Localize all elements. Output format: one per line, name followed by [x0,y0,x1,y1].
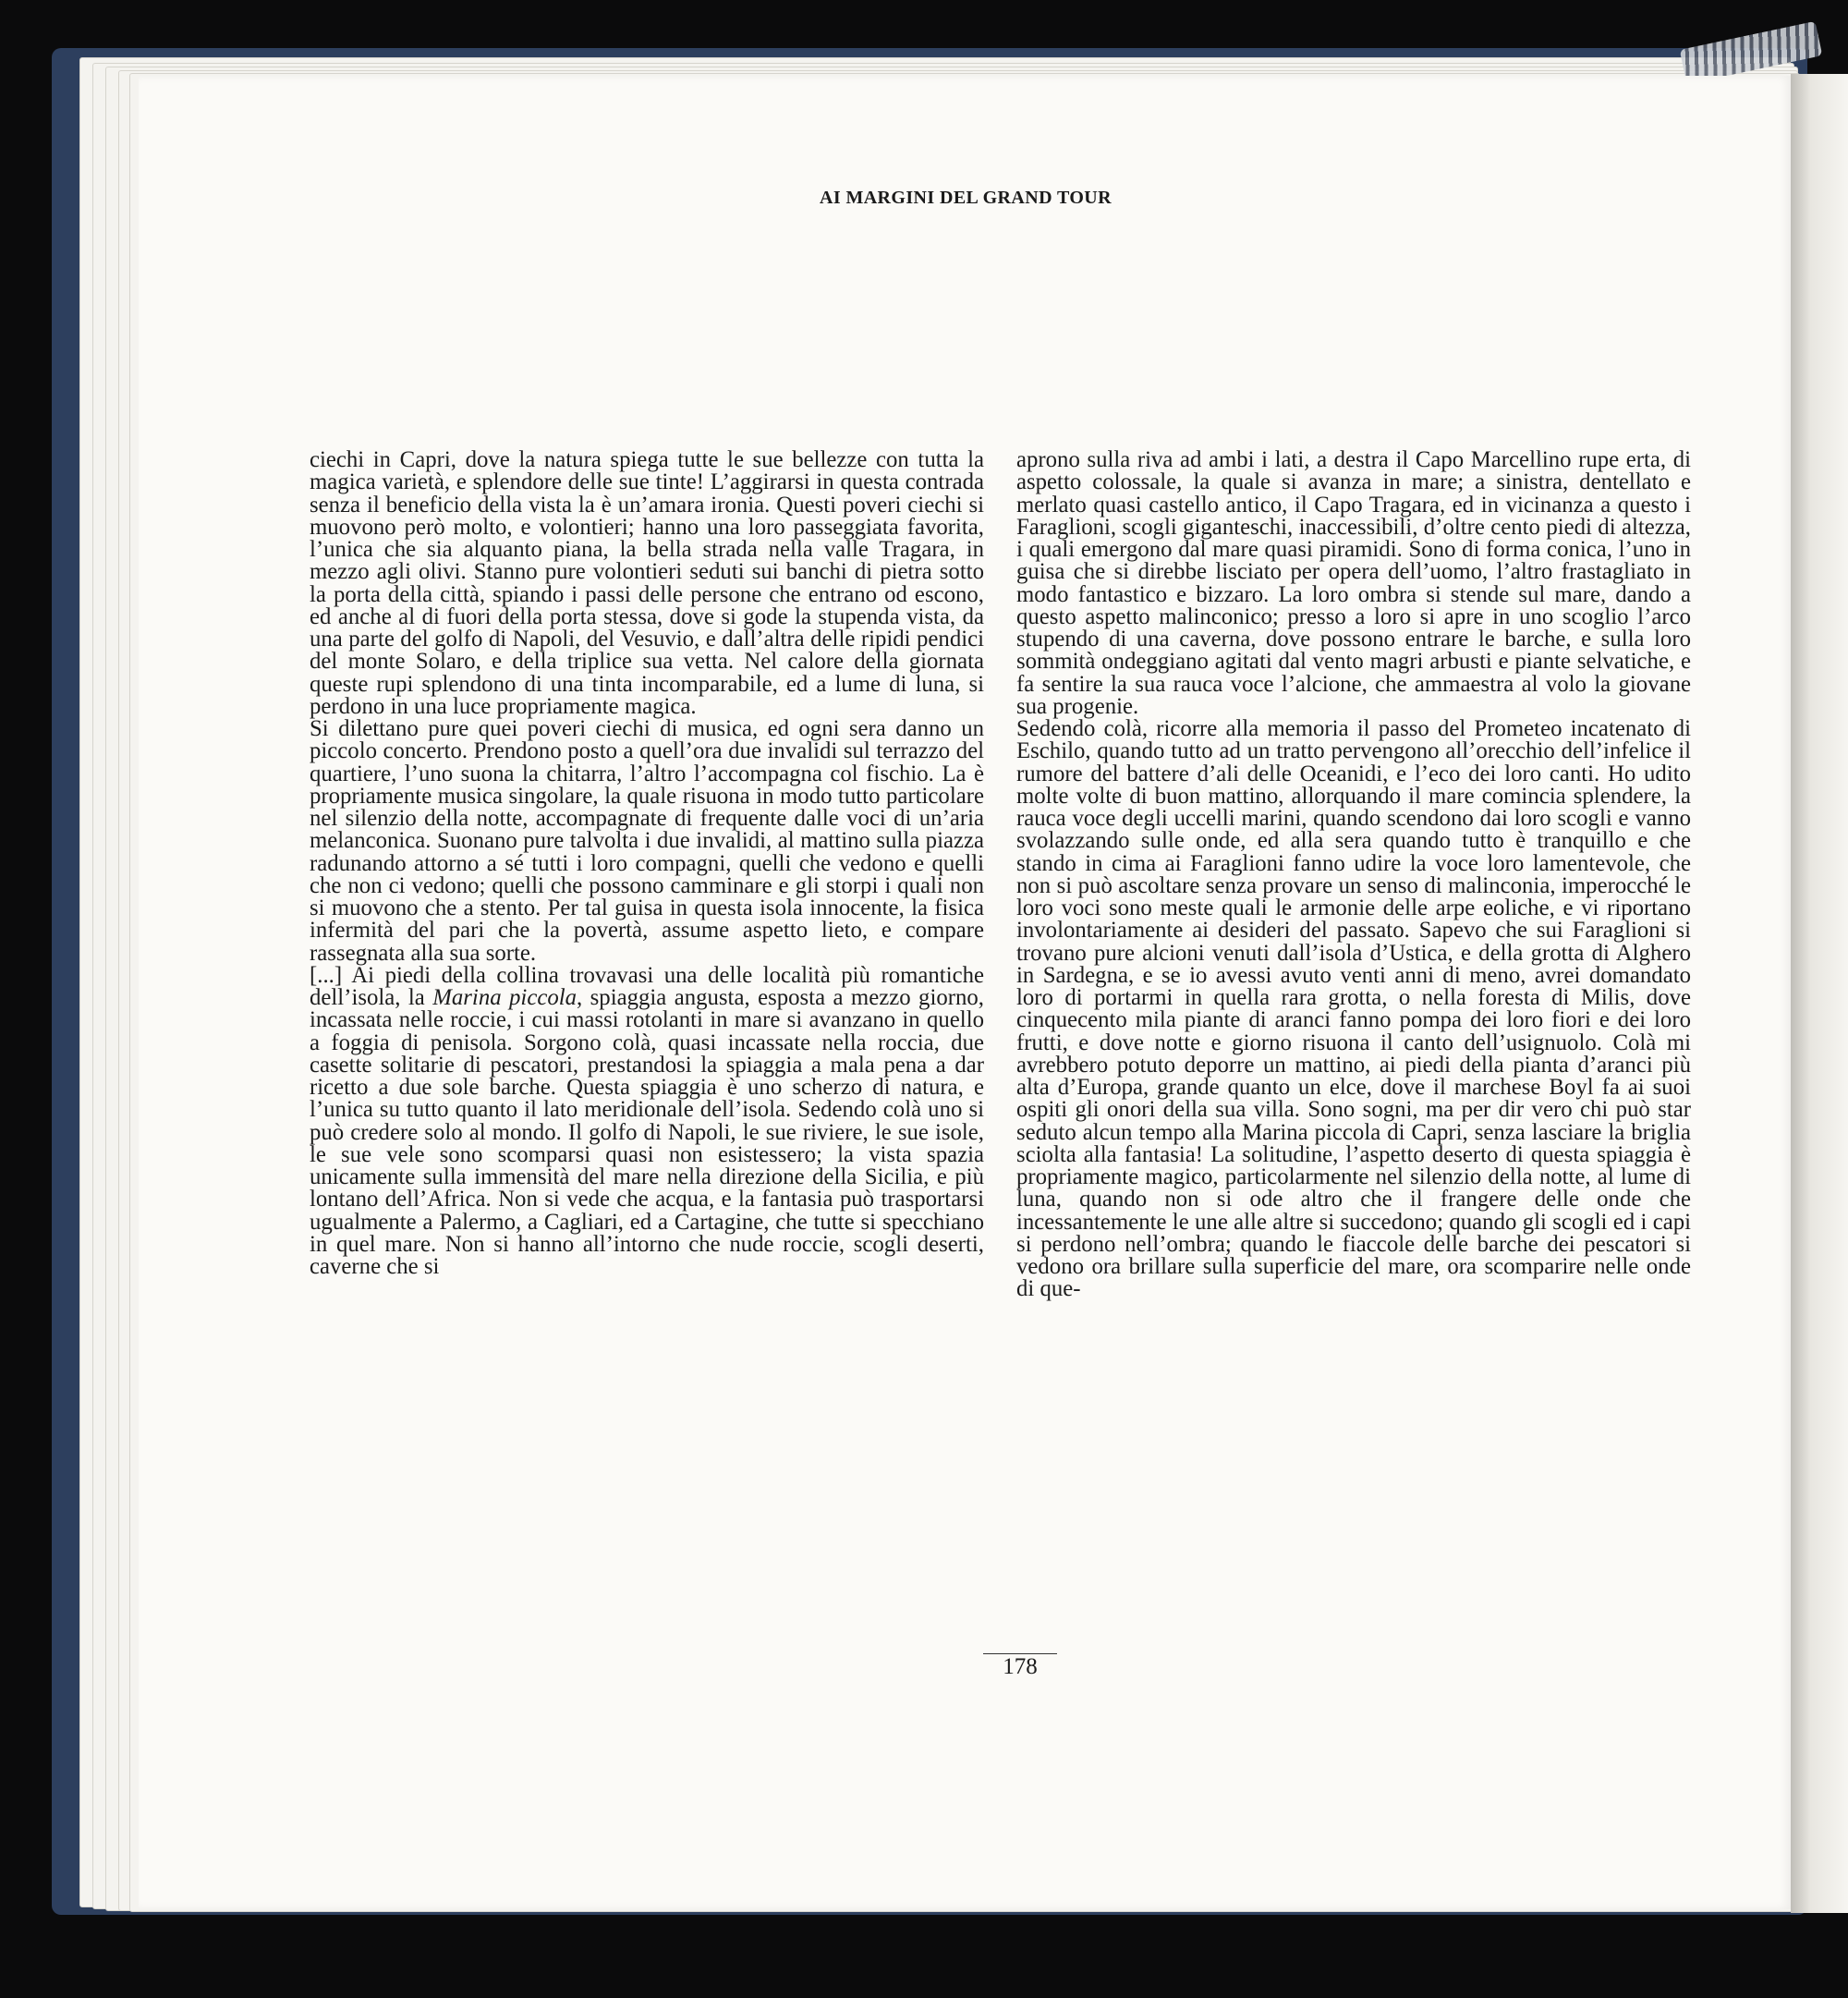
paragraph: ciechi in Capri, dove la natura spiega tutte le sue bellezze con tutta la magica varietà, e splendore delle sue tinte! L’aggirarsi in questa contrada senza il beneficio della vista la è un’amara ironia. Questi poveri ciechi si muovono però molto, e volontieri; hanno una loro passeggiata favorita, l’unica che sia alquanto piana, la bella strada nella valle Tragara, in mezzo agli olivi. Stanno pure volontieri seduti sui banchi di pietra sotto la porta della città, spiando i passi delle persone che entrano od escono, ed anche al di fuori della porta stessa, dove si gode la stupenda vista, da una parte del golfo di Napoli, del Vesuvio, e dall’altra delle ripidi pendici del monte Solaro, e della triplice sua vetta. Nel calore della giornata queste rupi splendono di una tinta incomparabile, ed a lume di luna, si perdono in una luce propriamente magica. [310,447,984,719]
text-column-right [1016,449,1691,1301]
running-head: AI MARGINI DEL GRAND TOUR [820,188,1112,208]
page-number: 178 [983,1653,1057,1680]
paragraph: Si dilettano pure quei poveri ciechi di musica, ed ogni sera danno un piccolo concerto. Prendono posto a quell’ora due invalidi sul terrazzo del quartiere, l’uno suona la chitarra, l’altro l’accompagna col fischio. La è propriamente musica singolare, la quale risuona in modo tutto particolare nel silenzio della notte, accompagnate di frequente dalle voci di un’aria melanconica. Suonano pure talvolta i due invalidi, al mattino sulla piazza radunando attorno a sé tutti i loro compagni, quelli che vedono e quelli che non ci vedono; quelli che possono camminare e gli storpi i quali non si muovono che a stento. Per tal guisa in questa isola innocente, la fisica infermità del pari che la povertà, assume aspetto lieto, e compare rassegnata alla sua sorte. [310,716,984,966]
paragraph: Sedendo colà, ricorre alla memoria il passo del Prometeo incatenato di Eschilo, quando tutto ad un tratto pervengono all’orecchio dell’infelice il rumore del battere d’ali delle Oceanidi, e l’eco dei loro canti. Ho udito molte volte di buon mattino, allorquando il mare comincia splendere, la rauca voce degli uccelli marini, quando scendono dai loro scogli e vanno svolazzando sulle onde, ed alla sera quando tutto è tranquillo e che stando in cima ai Faraglioni fanno udire la voce loro lamentevole, che non si può ascoltare senza provare un senso di malinconia, imperocché le loro voci sono meste quali le armonie delle arpe eoliche, e vi riportano involontariamente ai desideri del passato. Sapevo che sui Faraglioni si trovano pure alcioni venuti dall’isola d’Ustica, e della grotta di Alghero in Sardegna, e se io avessi avuto venti anni di meno, avrei domandato loro di portarmi in quella rara grotta, o nella foresta di Milis, dove cinquecento mila piante di aranci fanno pompa dei loro fiori e dei loro frutti, e dove notte e giorno risuona il canto dell’usignuolo. Colà mi avrebbero potuto deporre un mattino, ai piedi della pianta d’aranci più alta d’Europa, grande quanto un elce, dove il marchese Boyl fa ai suoi ospiti gli onori della sua villa. Sono sogni, ma per dir vero chi può star seduto alcun tempo alla Marina piccola di Capri, senza lasciare la briglia sciolta alla fantasia! La solitudine, l’aspetto deserto di questa spiaggia è propriamente magico, particolarmente nel silenzio della notte, al lume di luna, quando non si ode altro che il frangere delle onde che incessantemente le une alle altre si succedono; quando gli scogli ed i capi si perdono nell’ombra; quando le fiaccole delle barche dei pescatori si vedono ora brillare sulla superficie del mare, ora scomparire nelle onde di que- [1016,716,1691,1302]
paragraph: aprono sulla riva ad ambi i lati, a destra il Capo Marcellino rupe erta, di aspetto colossale, la quale si avanza in mare; a sinistra, dentellato e merlato quasi castello antico, il Capo Tragara, ed in vicinanza a questo i Faraglioni, scogli giganteschi, inaccessibili, d’oltre cento piedi di altezza, i quali emergono dal mare quasi piramidi. Sono di forma conica, l’uno in guisa che si direbbe lisciato per opera dell’uomo, l’altro frastagliato in modo fantastico e bizzaro. La loro ombra si stende sul mare, dando a questo aspetto malinconico; presso a loro si apre in uno scoglio l’arco stupendo di una caverna, dove possono entrare le barche, e sulla loro sommità ondeggiano agitati dal vento magri arbusti e piante selvatiche, e fa sentire la sua rauca voce l’alcione, che ammaestra al volo la giovane sua progenie. [1016,447,1691,719]
paragraph: [...] Ai piedi della collina trovavasi una delle località più romantiche dell’isola, la Marina piccola, spiaggia angusta, esposta a mezzo giorno, incassata nelle roccie, i cui massi rotolanti in mare si avanzano in quello a foggia di penisola. Sorgono colà, quasi incassate nella roccia, due casette solitarie di pescatori, prestandosi la spiaggia a mala pena a dar ricetto a due sole barche. Questa spiaggia è uno scherzo di natura, e l’unica su tutto quanto il lato meridionale dell’isola. Sedendo colà uno si può credere solo al mondo. Il golfo di Napoli, le sue riviere, le sue isole, le sue vele sono scomparsi quasi non esistessero; la vista spazia unicamente sulla immensità del mare nella direzione della Sicilia, e più lontano dell’Africa. Non si vede che acqua, e la fantasia può trasportarsi ugualmente a Palermo, a Cagliari, ed a Cartagine, che tutte si specchiano in quel mare. Non si hanno all’intorno che nude roccie, scogli deserti, caverne che si [310,962,984,1279]
italic-term: Marina piccola [432,985,578,1010]
page-gutter [1791,74,1848,1913]
text-column-left [310,449,984,1278]
